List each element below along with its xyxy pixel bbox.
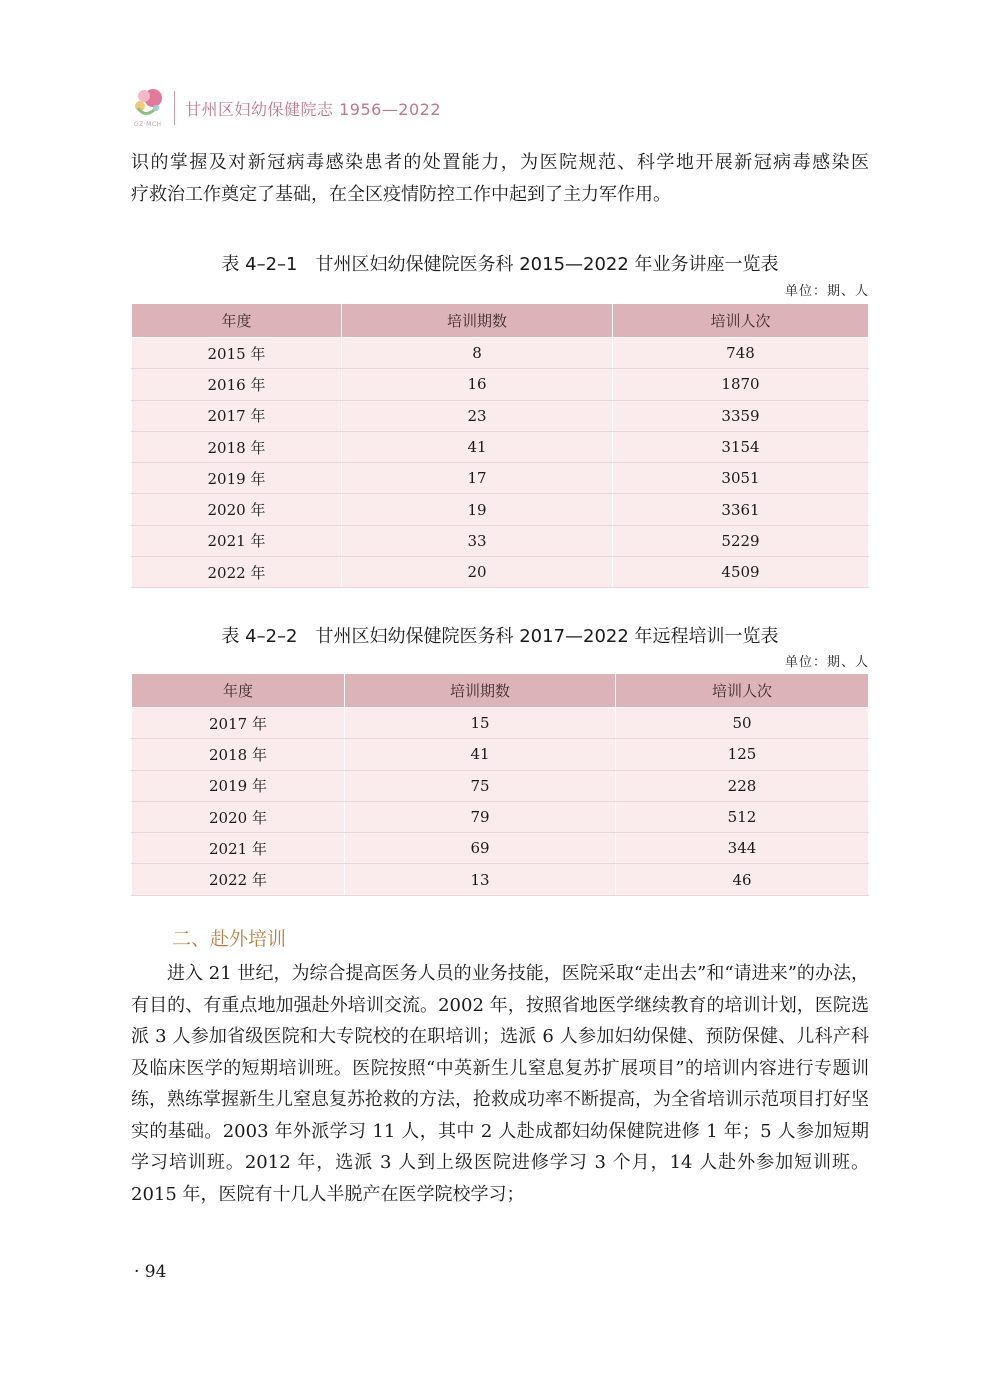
table-row [132, 708, 869, 739]
header-title: 甘州区妇幼保健院志 1956—2022 [185, 99, 442, 119]
table2-unit: 单位：期、人 [784, 655, 869, 670]
page-number: · 94 [134, 1262, 167, 1282]
table-row [132, 525, 869, 556]
table-cell: 15 [345, 708, 616, 739]
table-cell: 3359 [613, 400, 869, 431]
table-row [132, 494, 869, 525]
table-cell: 13 [345, 864, 616, 895]
table-cell: 69 [345, 833, 616, 864]
table-row [132, 369, 869, 400]
table-cell: 3154 [613, 431, 869, 462]
header-divider [174, 91, 175, 125]
table-cell: 23 [342, 400, 613, 431]
table-row [132, 338, 869, 369]
table-cell: 33 [342, 525, 613, 556]
table-cell: 41 [345, 739, 616, 770]
table-cell: 46 [616, 864, 869, 895]
intro-line-2: 疗救治工作奠定了基础，在全区疫情防控工作中起到了主力军作用。 [131, 183, 671, 205]
table-cell: 125 [616, 739, 869, 770]
table1-col-sessions: 培训期数 [342, 304, 613, 338]
table-cell: 512 [616, 801, 869, 832]
table-cell: 2020 年 [132, 494, 342, 525]
table-row [132, 864, 869, 895]
table-row [132, 739, 869, 770]
table-cell: 2020 年 [132, 801, 345, 832]
table-cell: 2017 年 [132, 708, 345, 739]
table-cell: 2021 年 [132, 525, 342, 556]
table2-header-row [132, 674, 869, 708]
table-cell: 20 [342, 557, 613, 588]
table-cell: 2018 年 [132, 739, 345, 770]
table-cell: 5229 [613, 525, 869, 556]
table1-unit: 单位：期、人 [784, 284, 869, 299]
table-cell: 2019 年 [132, 770, 345, 801]
table-cell: 2019 年 [132, 463, 342, 494]
table2 [131, 673, 869, 896]
table-cell: 344 [616, 833, 869, 864]
table-row [132, 400, 869, 431]
table-cell: 16 [342, 369, 613, 400]
table-row [132, 463, 869, 494]
table-cell: 3051 [613, 463, 869, 494]
table2-caption: 表 4–2–2 甘州区妇幼保健院医务科 2017—2022 年远程培训一览表 [221, 626, 779, 647]
table2-col-attendees: 培训人次 [616, 674, 869, 708]
table-cell: 2016 年 [132, 369, 342, 400]
table-cell: 50 [616, 708, 869, 739]
table-cell: 2017 年 [132, 400, 342, 431]
table-cell: 748 [613, 338, 869, 369]
table1-col-year: 年度 [132, 304, 342, 338]
table1-header-row [132, 304, 869, 338]
table-row [132, 557, 869, 588]
table-cell: 8 [342, 338, 613, 369]
table-cell: 3361 [613, 494, 869, 525]
table-cell: 17 [342, 463, 613, 494]
running-header [132, 86, 441, 130]
intro-line-1: 识的掌握及对新冠病毒感染患者的处置能力，为医院规范、科学地开展新冠病毒感染医 [131, 152, 869, 173]
intro-paragraph [131, 147, 869, 210]
hospital-logo-icon [132, 86, 166, 130]
table-cell: 2022 年 [132, 864, 345, 895]
table1 [131, 303, 869, 588]
section-heading: 二、赴外培训 [172, 928, 287, 950]
table-cell: 1870 [613, 369, 869, 400]
table-cell: 79 [345, 801, 616, 832]
table2-col-sessions: 培训期数 [345, 674, 616, 708]
table-row [132, 801, 869, 832]
table-row [132, 833, 869, 864]
table-cell: 2015 年 [132, 338, 342, 369]
logo-text: GZ·MCH [134, 121, 162, 128]
table-row [132, 431, 869, 462]
table-row [132, 770, 869, 801]
table-cell: 41 [342, 431, 613, 462]
table-cell: 4509 [613, 557, 869, 588]
table-cell: 228 [616, 770, 869, 801]
table-cell: 2022 年 [132, 557, 342, 588]
table-cell: 2021 年 [132, 833, 345, 864]
table1-col-attendees: 培训人次 [613, 304, 869, 338]
table-cell: 2018 年 [132, 431, 342, 462]
table-cell: 75 [345, 770, 616, 801]
table2-col-year: 年度 [132, 674, 345, 708]
table-cell: 19 [342, 494, 613, 525]
body-paragraph: 进入 21 世纪，为综合提高医务人员的业务技能，医院采取“走出去”和“请进来”的办法，有目的、有重点地加强赴外培训交流。2002 年，按照省地医学继续教育的培训计划，医院选派 3 人参加省级医院和大专院校的在职培训；选派 6 人参加妇幼保健、预防保健、儿科产科及临床医学的短期培训班。医院按照“中英新生儿窒息复苏扩展项目”的培训内容进行专题训练，熟练掌握新生儿窒息复苏抢救的方法，抢救成功率不断提高，为全省培训示范项目打好坚实的基础。2003 年外派学习 11 人，其中 2 人赴成都妇幼保健院进修 1 年；5 人参加短期学习培训班。2012 年，选派 3 人到上级医院进修学习 3 个月，14 人赴外参加短训班。2015 年，医院有十几人半脱产在医学院校学习； [131, 963, 869, 1205]
table1-caption: 表 4–2–1 甘州区妇幼保健院医务科 2015—2022 年业务讲座一览表 [221, 254, 779, 275]
